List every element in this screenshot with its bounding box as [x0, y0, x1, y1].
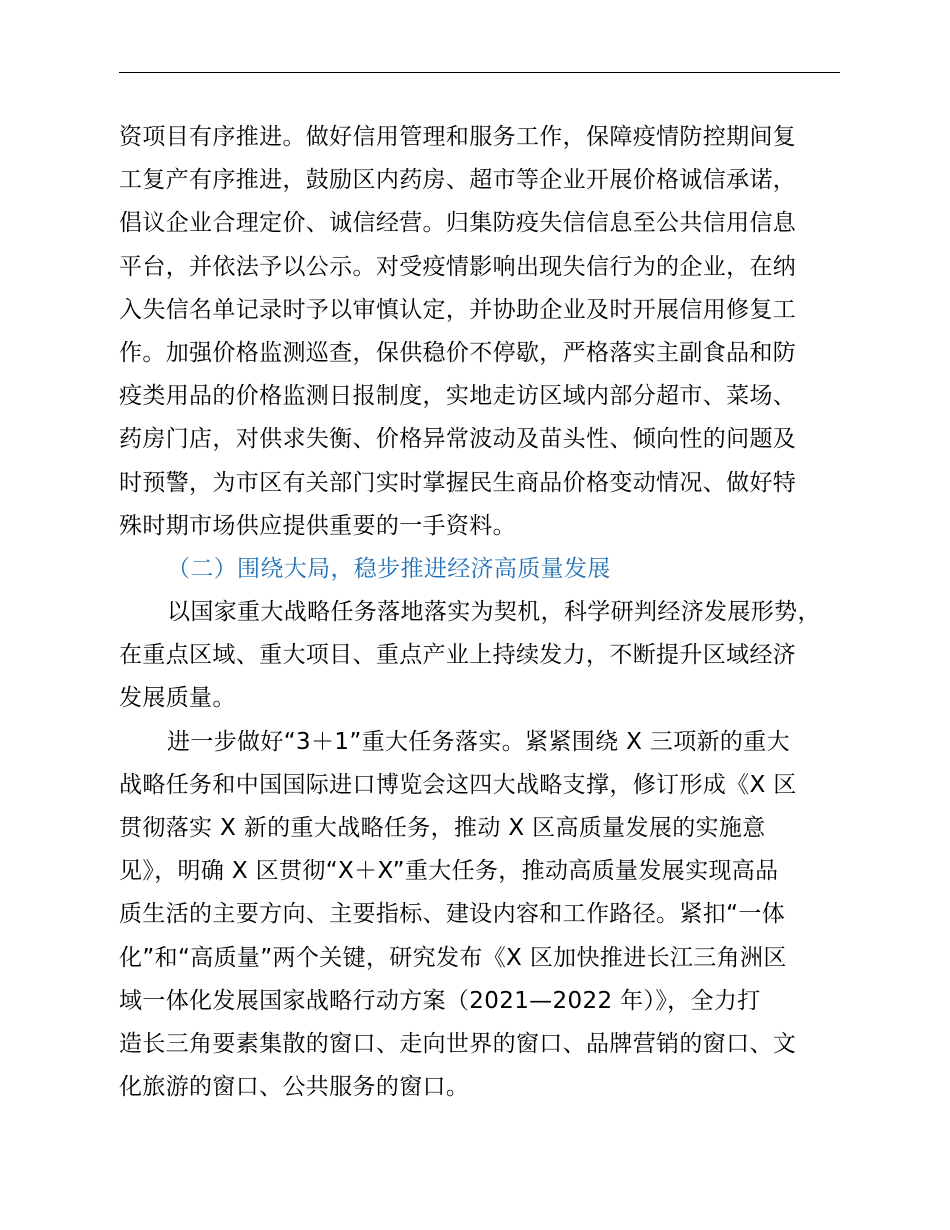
paragraph-line: 殊时期市场供应提供重要的一手资料。 [119, 512, 516, 539]
paragraph-line: 质生活的主要方向、主要指标、建设内容和工作路径。紧扣“一体 [119, 901, 786, 928]
paragraph-line: 平台，并依法予以公示。对受疫情影响出现失信行为的企业，在纳 [119, 253, 797, 280]
paragraph-line: 作。加强价格监测巡查，保供稳价不停歇，严格落实主副食品和防 [119, 339, 797, 366]
paragraph-line: 资项目有序推进。做好信用管理和服务工作，保障疫情防控期间复 [119, 124, 797, 150]
paragraph-line: 药房门店，对供求失衡、价格异常波动及苗头性、倾向性的问题及 [119, 426, 797, 453]
paragraph-line: 时预警，为市区有关部门实时掌握民生商品价格变动情况、做好特 [119, 469, 797, 496]
paragraph-line: 疫类用品的价格监测日报制度，实地走访区域内部分超市、菜场、 [119, 383, 797, 410]
section-heading: （二）围绕大局，稳步推进经济高质量发展 [167, 555, 611, 582]
document-body [119, 116, 844, 1109]
paragraph-line: 工复产有序推进，鼓励区内药房、超市等企业开展价格诚信承诺， [119, 167, 797, 194]
paragraph-line: 发展质量。 [119, 685, 236, 712]
paragraph-line: 域一体化发展国家战略行动方案（2021—2022 年）》，全力打 [119, 987, 761, 1014]
paragraph-line: 见》，明确 X 区贯彻“X＋X”重大任务，推动高质量发展实现高品 [119, 858, 779, 885]
paragraph-line: 倡议企业合理定价、诚信经营。归集防疫失信信息至公共信用信息 [119, 210, 797, 237]
paragraph-line: 贯彻落实 X 新的重大战略任务，推动 X 区高质量发展的实施意 [119, 815, 766, 841]
paragraph-line: 进一步做好“3＋1”重大任务落实。紧紧围绕 X 三项新的重大 [167, 728, 790, 755]
paragraph-line: 入失信名单记录时予以审慎认定，并协助企业及时开展信用修复工 [119, 296, 797, 323]
paragraph-line: 以国家重大战略任务落地落实为契机，科学研判经济发展形势， [167, 599, 821, 626]
paragraph-line: 化”和“高质量”两个关键，研究发布《X 区加快推进长江三角洲区 [119, 944, 787, 971]
paragraph-line: 战略任务和中国国际进口博览会这四大战略支撑，修订形成《X 区 [119, 771, 797, 798]
header-rule [119, 72, 840, 73]
paragraph-line: 造长三角要素集散的窗口、走向世界的窗口、品牌营销的窗口、文 [119, 1030, 797, 1057]
paragraph-line: 在重点区域、重大项目、重点产业上持续发力，不断提升区域经济 [119, 642, 797, 669]
paragraph-line: 化旅游的窗口、公共服务的窗口。 [119, 1074, 470, 1101]
